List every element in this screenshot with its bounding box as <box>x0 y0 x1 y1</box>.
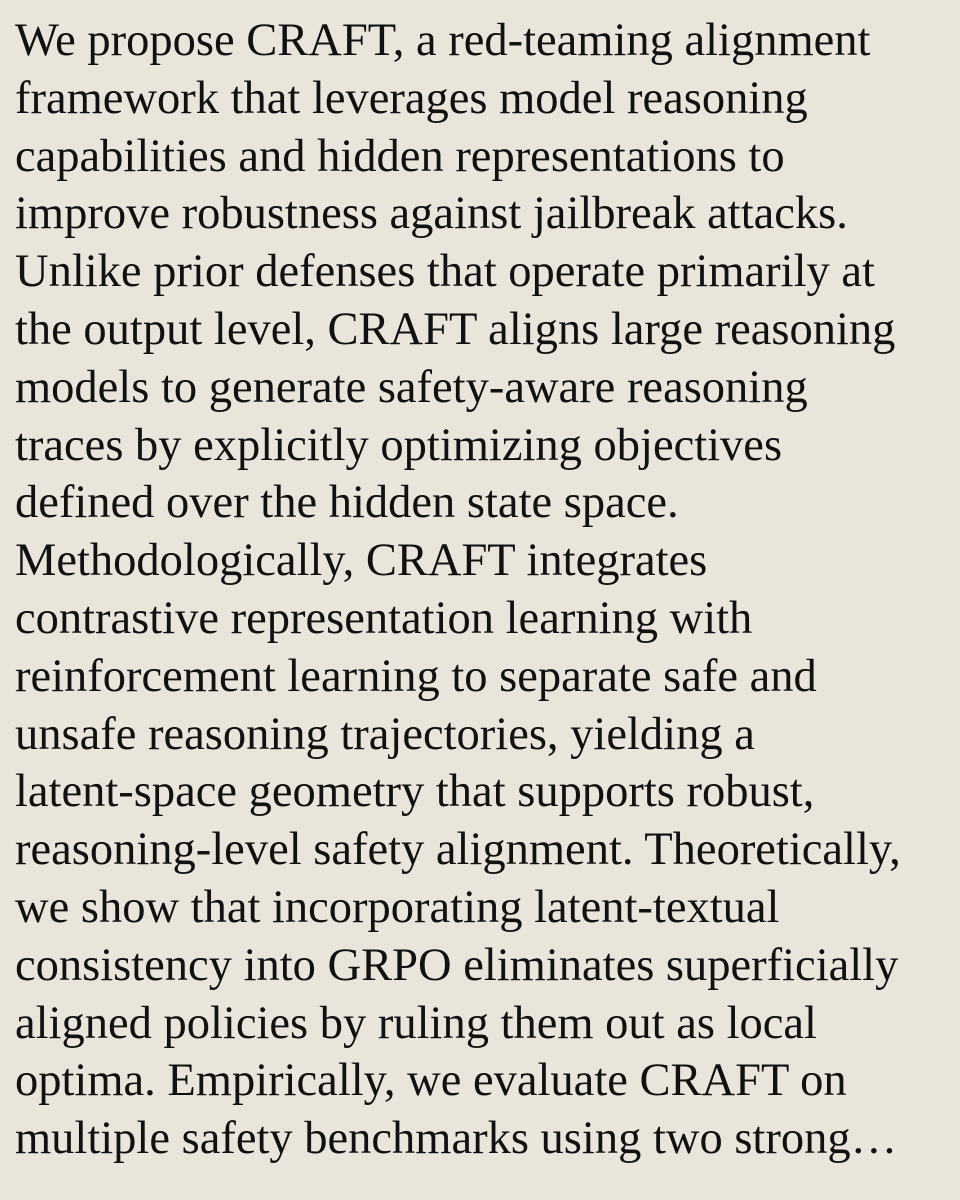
text-line: contrastive representation learning with <box>15 592 753 644</box>
text-line: defined over the hidden state space. <box>15 477 679 529</box>
abstract-text <box>15 12 946 1168</box>
text-line: capabilities and hidden representations to <box>15 130 785 182</box>
text-line: we show that incorporating latent-textual <box>15 881 780 933</box>
text-line: framework that leverages model reasoning <box>15 72 808 124</box>
text-line: multiple safety benchmarks using two strong… <box>15 1113 898 1165</box>
text-line: traces by explicitly optimizing objectives <box>15 419 783 471</box>
text-line: Methodologically, CRAFT integrates <box>15 535 708 587</box>
text-line: Unlike prior defenses that operate primarily at <box>15 246 875 298</box>
text-line: We propose CRAFT, a red-teaming alignment <box>15 15 871 66</box>
text-line: unsafe reasoning trajectories, yielding a <box>15 708 755 760</box>
text-line: improve robustness against jailbreak attacks. <box>15 188 848 240</box>
text-line: aligned policies by ruling them out as local <box>15 997 817 1049</box>
text-line: models to generate safety-aware reasoning <box>15 361 808 413</box>
text-line: consistency into GRPO eliminates superficially <box>15 939 899 991</box>
text-line: latent-space geometry that supports robust, <box>15 766 815 818</box>
text-line: reasoning-level safety alignment. Theoretically, <box>15 824 901 876</box>
text-line: reinforcement learning to separate safe and <box>15 650 817 702</box>
text-line: the output level, CRAFT aligns large reasoning <box>15 303 896 355</box>
text-line: optima. Empirically, we evaluate CRAFT on <box>15 1055 847 1107</box>
